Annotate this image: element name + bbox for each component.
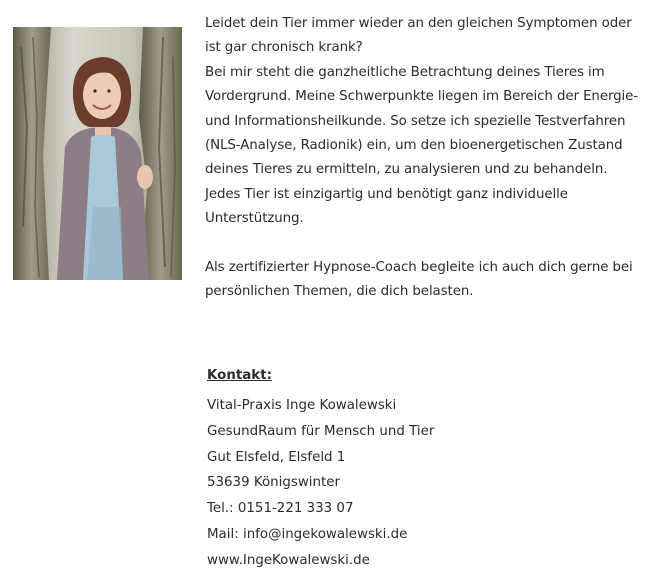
portrait-image <box>13 27 182 280</box>
contact-practice-name: Vital-Praxis Inge Kowalewski <box>207 398 397 413</box>
intro-line: Als zertifizierter Hypnose-Coach begleite ich auch dich gerne bei <box>205 259 633 275</box>
intro-line: Jedes Tier ist einzigartig und benötigt ganz individuelle <box>205 186 568 202</box>
intro-text <box>205 12 645 304</box>
intro-paragraph-1 <box>205 12 645 232</box>
intro-line: (NLS-Analyse, Radionik) ein, um den bioenergetischen Zustand <box>205 138 623 154</box>
intro-line: Bei mir steht die ganzheitliche Betrachtung deines Tieres im <box>205 64 605 80</box>
contact-phone[interactable]: Tel.: 0151-221 333 07 <box>207 501 354 517</box>
intro-line: ist gar chronisch krank? <box>205 40 363 56</box>
intro-line: persönlichen Themen, die dich belasten. <box>205 284 474 300</box>
intro-line: Unterstützung. <box>205 211 304 227</box>
paragraph-gap <box>205 232 645 256</box>
intro-line: Vordergrund. Meine Schwerpunkte liegen im Bereich der Energie- <box>205 89 639 105</box>
contact-city: 53639 Königswinter <box>207 475 340 491</box>
contact-tagline: GesundRaum für Mensch und Tier <box>207 423 435 439</box>
intro-line: Leidet dein Tier immer wieder an den gleichen Symptomen oder <box>205 16 632 31</box>
contact-heading: Kontakt: <box>207 368 272 383</box>
intro-line: deines Tieres zu ermitteln, zu analysieren und zu behandeln. <box>205 162 608 178</box>
contact-street: Gut Elsfeld, Elsfeld 1 <box>207 449 346 465</box>
contact-email-link[interactable]: Mail: info@ingekowalewski.de <box>207 526 408 542</box>
intro-paragraph-2 <box>205 256 645 305</box>
portrait-photo <box>13 27 182 280</box>
contact-block <box>207 364 637 574</box>
contact-website-link[interactable]: www.IngeKowalewski.de <box>207 552 370 568</box>
intro-line: und Informationsheilkunde. So setze ich spezielle Testverfahren <box>205 113 626 129</box>
